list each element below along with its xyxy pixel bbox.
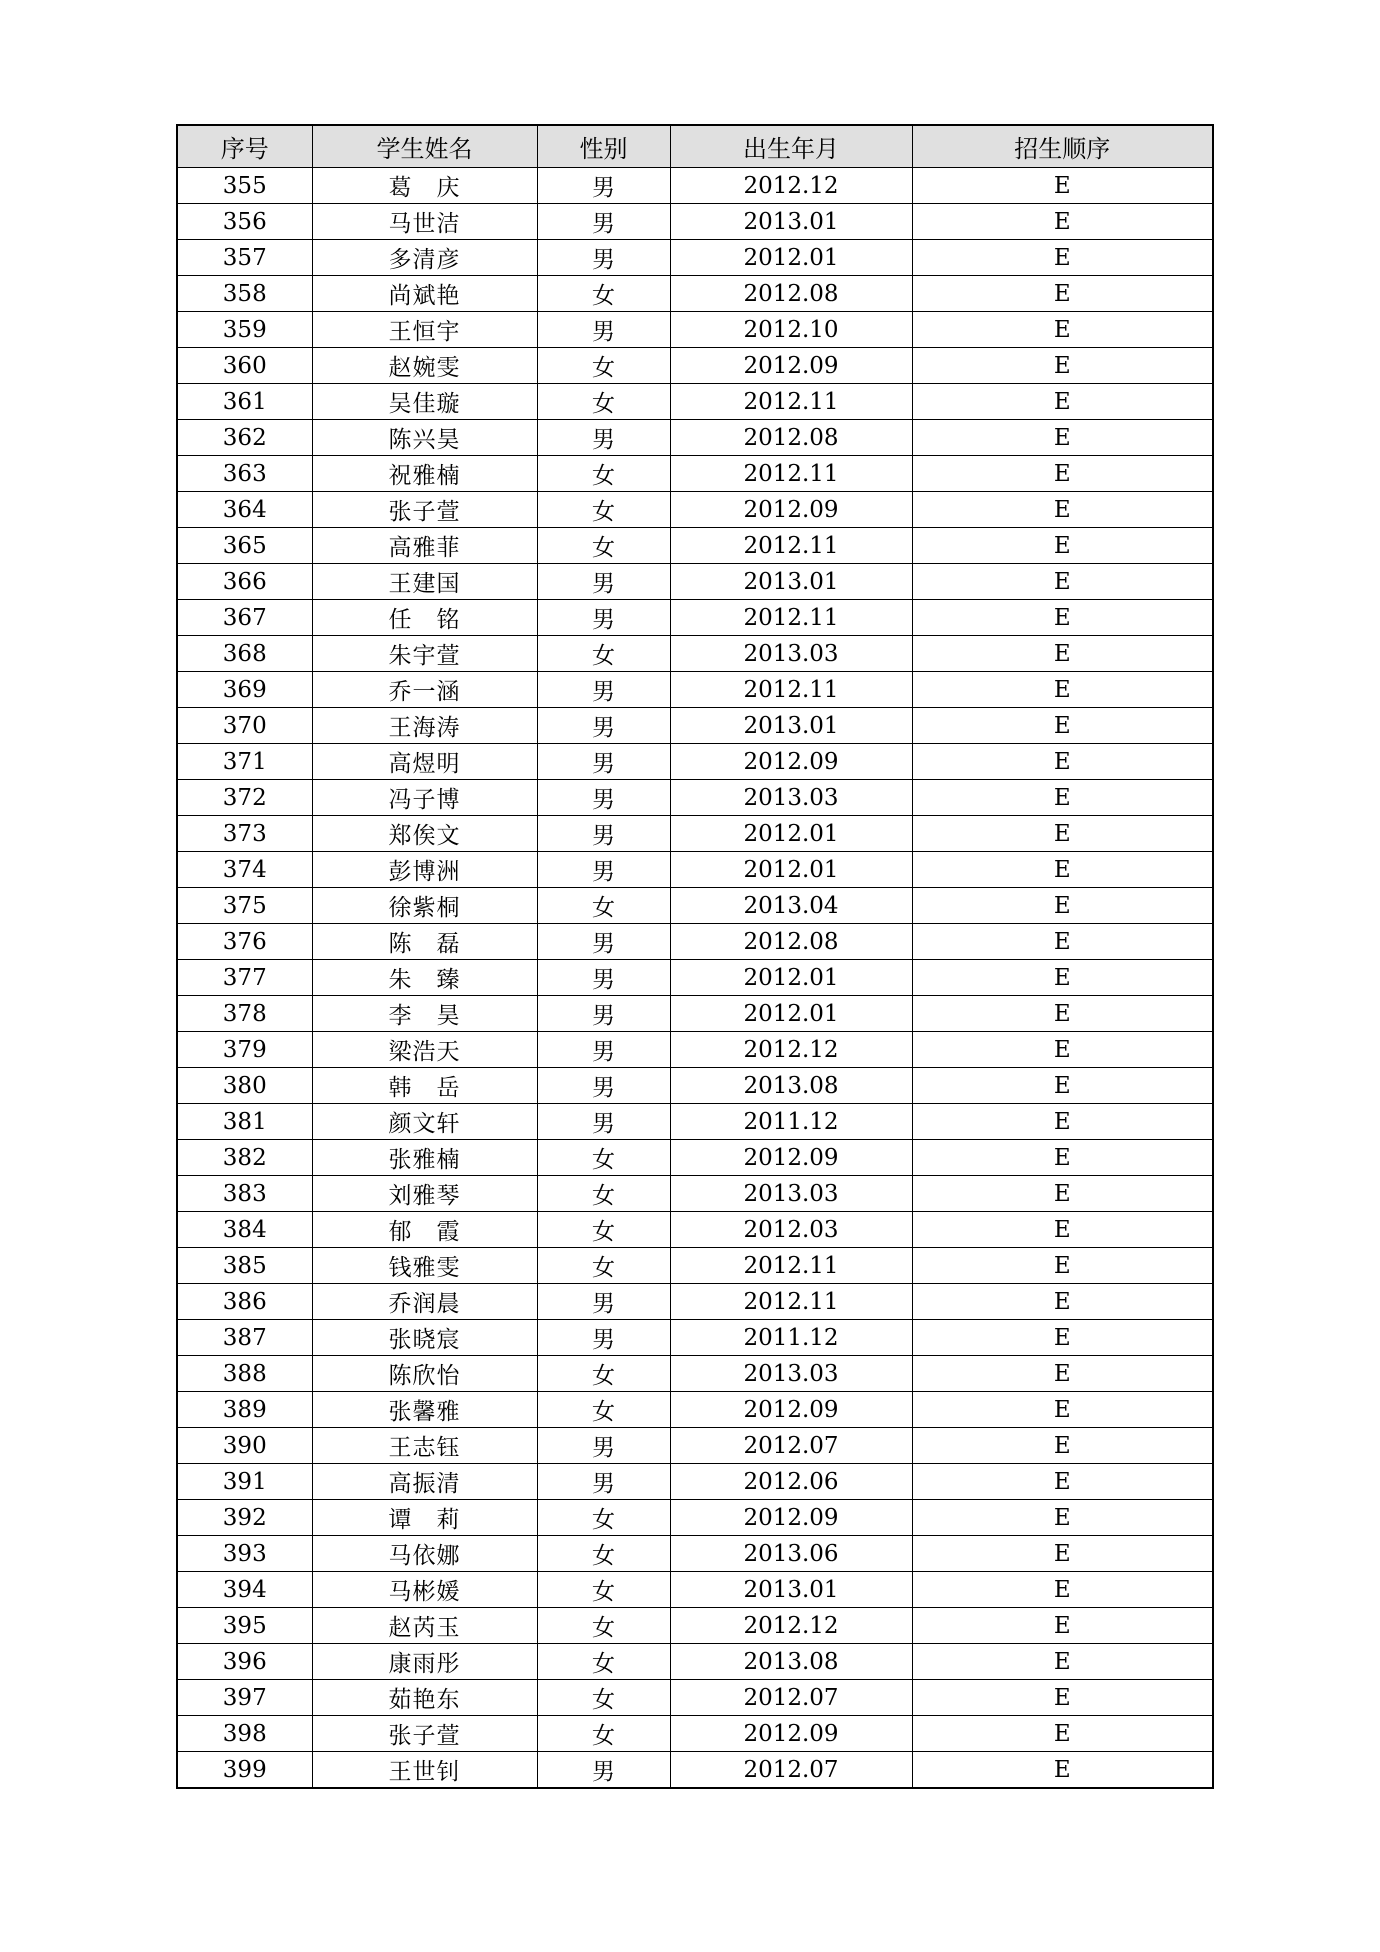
cell-birth-month: 2013.01 <box>670 564 912 600</box>
cell-birth-month: 2012.09 <box>670 1500 912 1536</box>
table-row <box>177 1176 1213 1212</box>
cell-student-name: 王志钰 <box>312 1428 537 1464</box>
table-row <box>177 708 1213 744</box>
cell-student-name: 乔润晨 <box>312 1284 537 1320</box>
cell-student-name: 多清彦 <box>312 240 537 276</box>
table-row <box>177 1752 1213 1789</box>
cell-gender: 男 <box>537 1752 670 1789</box>
cell-gender: 男 <box>537 780 670 816</box>
cell-index: 386 <box>177 1284 312 1320</box>
cell-admission-order: E <box>912 564 1213 600</box>
cell-index: 355 <box>177 168 312 204</box>
cell-birth-month: 2012.12 <box>670 1608 912 1644</box>
cell-student-name: 任 铭 <box>312 600 537 636</box>
table-row <box>177 564 1213 600</box>
header-index: 序号 <box>177 125 312 168</box>
cell-student-name: 张子萱 <box>312 1716 537 1752</box>
cell-birth-month: 2012.11 <box>670 456 912 492</box>
cell-admission-order: E <box>912 600 1213 636</box>
cell-index: 360 <box>177 348 312 384</box>
cell-student-name: 郑俟文 <box>312 816 537 852</box>
cell-index: 384 <box>177 1212 312 1248</box>
cell-birth-month: 2013.08 <box>670 1644 912 1680</box>
cell-gender: 男 <box>537 564 670 600</box>
cell-index: 389 <box>177 1392 312 1428</box>
cell-gender: 女 <box>537 1572 670 1608</box>
cell-birth-month: 2012.08 <box>670 276 912 312</box>
cell-admission-order: E <box>912 1644 1213 1680</box>
cell-student-name: 王海涛 <box>312 708 537 744</box>
header-gender: 性别 <box>537 125 670 168</box>
cell-admission-order: E <box>912 1032 1213 1068</box>
cell-admission-order: E <box>912 456 1213 492</box>
cell-index: 362 <box>177 420 312 456</box>
table-row <box>177 240 1213 276</box>
cell-admission-order: E <box>912 672 1213 708</box>
cell-gender: 女 <box>537 636 670 672</box>
cell-student-name: 尚斌艳 <box>312 276 537 312</box>
cell-gender: 男 <box>537 1284 670 1320</box>
cell-student-name: 颜文轩 <box>312 1104 537 1140</box>
cell-admission-order: E <box>912 708 1213 744</box>
cell-student-name: 高煜明 <box>312 744 537 780</box>
table-row <box>177 1680 1213 1716</box>
cell-index: 357 <box>177 240 312 276</box>
cell-admission-order: E <box>912 924 1213 960</box>
cell-student-name: 冯子博 <box>312 780 537 816</box>
table-row <box>177 492 1213 528</box>
cell-admission-order: E <box>912 528 1213 564</box>
cell-student-name: 韩 岳 <box>312 1068 537 1104</box>
cell-gender: 男 <box>537 240 670 276</box>
cell-student-name: 王世钊 <box>312 1752 537 1789</box>
cell-gender: 女 <box>537 1248 670 1284</box>
cell-gender: 女 <box>537 348 670 384</box>
table-row <box>177 672 1213 708</box>
cell-student-name: 谭 莉 <box>312 1500 537 1536</box>
cell-gender: 男 <box>537 420 670 456</box>
cell-index: 367 <box>177 600 312 636</box>
cell-gender: 男 <box>537 996 670 1032</box>
cell-index: 385 <box>177 1248 312 1284</box>
cell-gender: 男 <box>537 708 670 744</box>
cell-student-name: 陈兴昊 <box>312 420 537 456</box>
cell-student-name: 张雅楠 <box>312 1140 537 1176</box>
cell-admission-order: E <box>912 1500 1213 1536</box>
cell-birth-month: 2012.11 <box>670 384 912 420</box>
cell-student-name: 李 昊 <box>312 996 537 1032</box>
table-row <box>177 1572 1213 1608</box>
cell-index: 371 <box>177 744 312 780</box>
cell-admission-order: E <box>912 204 1213 240</box>
cell-admission-order: E <box>912 1392 1213 1428</box>
cell-gender: 女 <box>537 528 670 564</box>
table-body <box>177 168 1213 1789</box>
cell-birth-month: 2012.11 <box>670 1248 912 1284</box>
cell-index: 377 <box>177 960 312 996</box>
cell-student-name: 马依娜 <box>312 1536 537 1572</box>
table-row <box>177 780 1213 816</box>
table-row <box>177 1032 1213 1068</box>
cell-gender: 男 <box>537 204 670 240</box>
cell-birth-month: 2012.08 <box>670 924 912 960</box>
table-row <box>177 348 1213 384</box>
cell-index: 368 <box>177 636 312 672</box>
cell-index: 376 <box>177 924 312 960</box>
table-row <box>177 816 1213 852</box>
cell-student-name: 乔一涵 <box>312 672 537 708</box>
cell-birth-month: 2012.09 <box>670 1716 912 1752</box>
cell-admission-order: E <box>912 816 1213 852</box>
cell-gender: 男 <box>537 312 670 348</box>
cell-index: 387 <box>177 1320 312 1356</box>
cell-birth-month: 2012.11 <box>670 528 912 564</box>
cell-student-name: 张馨雅 <box>312 1392 537 1428</box>
cell-student-name: 王建国 <box>312 564 537 600</box>
table-row <box>177 1320 1213 1356</box>
cell-student-name: 朱宇萱 <box>312 636 537 672</box>
cell-birth-month: 2012.07 <box>670 1428 912 1464</box>
cell-birth-month: 2012.08 <box>670 420 912 456</box>
cell-birth-month: 2012.11 <box>670 672 912 708</box>
cell-gender: 男 <box>537 600 670 636</box>
cell-index: 383 <box>177 1176 312 1212</box>
cell-gender: 女 <box>537 384 670 420</box>
cell-index: 399 <box>177 1752 312 1789</box>
cell-index: 397 <box>177 1680 312 1716</box>
cell-index: 390 <box>177 1428 312 1464</box>
cell-admission-order: E <box>912 492 1213 528</box>
cell-birth-month: 2013.01 <box>670 1572 912 1608</box>
cell-admission-order: E <box>912 1572 1213 1608</box>
table-row <box>177 276 1213 312</box>
cell-student-name: 马世洁 <box>312 204 537 240</box>
table-row <box>177 1716 1213 1752</box>
cell-birth-month: 2012.09 <box>670 744 912 780</box>
cell-student-name: 茹艳东 <box>312 1680 537 1716</box>
table-row <box>177 888 1213 924</box>
cell-admission-order: E <box>912 1176 1213 1212</box>
table-row <box>177 960 1213 996</box>
table-row <box>177 384 1213 420</box>
cell-birth-month: 2013.03 <box>670 780 912 816</box>
cell-admission-order: E <box>912 996 1213 1032</box>
cell-admission-order: E <box>912 744 1213 780</box>
cell-birth-month: 2013.04 <box>670 888 912 924</box>
table-row <box>177 1284 1213 1320</box>
cell-birth-month: 2012.09 <box>670 348 912 384</box>
cell-admission-order: E <box>912 852 1213 888</box>
table-row <box>177 1140 1213 1176</box>
cell-student-name: 高雅菲 <box>312 528 537 564</box>
table-row <box>177 744 1213 780</box>
cell-student-name: 张子萱 <box>312 492 537 528</box>
cell-birth-month: 2012.09 <box>670 1140 912 1176</box>
cell-gender: 女 <box>537 1392 670 1428</box>
cell-index: 393 <box>177 1536 312 1572</box>
cell-student-name: 康雨彤 <box>312 1644 537 1680</box>
cell-index: 363 <box>177 456 312 492</box>
cell-index: 369 <box>177 672 312 708</box>
cell-birth-month: 2012.09 <box>670 492 912 528</box>
cell-gender: 女 <box>537 1356 670 1392</box>
cell-index: 370 <box>177 708 312 744</box>
cell-birth-month: 2012.01 <box>670 852 912 888</box>
cell-birth-month: 2012.06 <box>670 1464 912 1500</box>
table-row <box>177 1428 1213 1464</box>
cell-gender: 男 <box>537 924 670 960</box>
cell-student-name: 吴佳璇 <box>312 384 537 420</box>
cell-gender: 男 <box>537 1320 670 1356</box>
header-birth-month: 出生年月 <box>670 125 912 168</box>
cell-admission-order: E <box>912 348 1213 384</box>
table-row <box>177 1644 1213 1680</box>
cell-index: 375 <box>177 888 312 924</box>
cell-gender: 男 <box>537 1068 670 1104</box>
cell-index: 392 <box>177 1500 312 1536</box>
cell-admission-order: E <box>912 1752 1213 1789</box>
cell-index: 380 <box>177 1068 312 1104</box>
cell-admission-order: E <box>912 1680 1213 1716</box>
cell-admission-order: E <box>912 168 1213 204</box>
header-student-name: 学生姓名 <box>312 125 537 168</box>
cell-birth-month: 2013.01 <box>670 708 912 744</box>
cell-admission-order: E <box>912 384 1213 420</box>
student-roster-table <box>176 124 1214 1789</box>
cell-student-name: 陈 磊 <box>312 924 537 960</box>
table-row <box>177 1608 1213 1644</box>
cell-student-name: 朱 臻 <box>312 960 537 996</box>
cell-birth-month: 2011.12 <box>670 1320 912 1356</box>
cell-student-name: 马彬媛 <box>312 1572 537 1608</box>
table-row <box>177 528 1213 564</box>
cell-index: 374 <box>177 852 312 888</box>
cell-gender: 男 <box>537 960 670 996</box>
cell-gender: 女 <box>537 1608 670 1644</box>
cell-student-name: 刘雅琴 <box>312 1176 537 1212</box>
cell-birth-month: 2011.12 <box>670 1104 912 1140</box>
cell-student-name: 徐紫桐 <box>312 888 537 924</box>
cell-admission-order: E <box>912 1608 1213 1644</box>
cell-admission-order: E <box>912 240 1213 276</box>
cell-gender: 女 <box>537 1140 670 1176</box>
cell-birth-month: 2012.07 <box>670 1680 912 1716</box>
cell-admission-order: E <box>912 960 1213 996</box>
table-row <box>177 1536 1213 1572</box>
table-row <box>177 1104 1213 1140</box>
cell-birth-month: 2012.11 <box>670 600 912 636</box>
cell-index: 381 <box>177 1104 312 1140</box>
table-row <box>177 1248 1213 1284</box>
table-row <box>177 204 1213 240</box>
cell-student-name: 赵婉雯 <box>312 348 537 384</box>
cell-gender: 女 <box>537 1536 670 1572</box>
cell-birth-month: 2012.01 <box>670 240 912 276</box>
cell-index: 394 <box>177 1572 312 1608</box>
cell-birth-month: 2013.06 <box>670 1536 912 1572</box>
cell-student-name: 钱雅雯 <box>312 1248 537 1284</box>
cell-gender: 男 <box>537 1032 670 1068</box>
table-row <box>177 1356 1213 1392</box>
cell-student-name: 葛 庆 <box>312 168 537 204</box>
cell-birth-month: 2013.03 <box>670 1176 912 1212</box>
cell-gender: 女 <box>537 1500 670 1536</box>
cell-index: 364 <box>177 492 312 528</box>
cell-admission-order: E <box>912 1536 1213 1572</box>
table-row <box>177 924 1213 960</box>
cell-student-name: 梁浩天 <box>312 1032 537 1068</box>
table-row <box>177 456 1213 492</box>
table-row <box>177 1212 1213 1248</box>
cell-gender: 女 <box>537 1680 670 1716</box>
table-header <box>177 125 1213 168</box>
cell-index: 372 <box>177 780 312 816</box>
cell-birth-month: 2012.12 <box>670 168 912 204</box>
cell-gender: 男 <box>537 672 670 708</box>
cell-birth-month: 2013.03 <box>670 1356 912 1392</box>
cell-birth-month: 2013.08 <box>670 1068 912 1104</box>
cell-gender: 女 <box>537 888 670 924</box>
cell-admission-order: E <box>912 780 1213 816</box>
cell-birth-month: 2012.01 <box>670 960 912 996</box>
cell-index: 382 <box>177 1140 312 1176</box>
cell-birth-month: 2012.07 <box>670 1752 912 1789</box>
cell-student-name: 王恒宇 <box>312 312 537 348</box>
table-row <box>177 852 1213 888</box>
cell-gender: 男 <box>537 168 670 204</box>
cell-gender: 女 <box>537 1716 670 1752</box>
cell-gender: 女 <box>537 1212 670 1248</box>
cell-admission-order: E <box>912 636 1213 672</box>
table-row <box>177 1392 1213 1428</box>
cell-index: 396 <box>177 1644 312 1680</box>
cell-admission-order: E <box>912 1464 1213 1500</box>
cell-gender: 女 <box>537 276 670 312</box>
cell-index: 388 <box>177 1356 312 1392</box>
table-row <box>177 1068 1213 1104</box>
cell-admission-order: E <box>912 1320 1213 1356</box>
cell-index: 365 <box>177 528 312 564</box>
cell-student-name: 高振清 <box>312 1464 537 1500</box>
header-row <box>177 125 1213 168</box>
cell-index: 391 <box>177 1464 312 1500</box>
cell-index: 395 <box>177 1608 312 1644</box>
table-row <box>177 312 1213 348</box>
cell-student-name: 陈欣怡 <box>312 1356 537 1392</box>
cell-index: 373 <box>177 816 312 852</box>
table-row <box>177 600 1213 636</box>
cell-index: 356 <box>177 204 312 240</box>
cell-student-name: 张晓宸 <box>312 1320 537 1356</box>
cell-birth-month: 2012.09 <box>670 1392 912 1428</box>
cell-index: 378 <box>177 996 312 1032</box>
table-row <box>177 168 1213 204</box>
cell-admission-order: E <box>912 276 1213 312</box>
cell-student-name: 赵芮玉 <box>312 1608 537 1644</box>
cell-gender: 女 <box>537 1644 670 1680</box>
cell-birth-month: 2012.11 <box>670 1284 912 1320</box>
cell-index: 398 <box>177 1716 312 1752</box>
cell-admission-order: E <box>912 1356 1213 1392</box>
cell-admission-order: E <box>912 312 1213 348</box>
cell-gender: 男 <box>537 1104 670 1140</box>
cell-admission-order: E <box>912 888 1213 924</box>
table-row <box>177 1500 1213 1536</box>
table-row <box>177 996 1213 1032</box>
cell-gender: 男 <box>537 744 670 780</box>
cell-admission-order: E <box>912 1428 1213 1464</box>
header-admission-order: 招生顺序 <box>912 125 1213 168</box>
cell-student-name: 祝雅楠 <box>312 456 537 492</box>
cell-birth-month: 2013.03 <box>670 636 912 672</box>
cell-admission-order: E <box>912 1104 1213 1140</box>
cell-gender: 男 <box>537 1464 670 1500</box>
cell-birth-month: 2012.12 <box>670 1032 912 1068</box>
table-row <box>177 420 1213 456</box>
cell-admission-order: E <box>912 1068 1213 1104</box>
cell-index: 366 <box>177 564 312 600</box>
cell-birth-month: 2012.03 <box>670 1212 912 1248</box>
table-row <box>177 1464 1213 1500</box>
cell-birth-month: 2012.10 <box>670 312 912 348</box>
cell-admission-order: E <box>912 1248 1213 1284</box>
cell-gender: 男 <box>537 852 670 888</box>
cell-index: 358 <box>177 276 312 312</box>
table-row <box>177 636 1213 672</box>
cell-student-name: 彭博洲 <box>312 852 537 888</box>
cell-index: 359 <box>177 312 312 348</box>
cell-index: 379 <box>177 1032 312 1068</box>
cell-gender: 男 <box>537 1428 670 1464</box>
cell-admission-order: E <box>912 420 1213 456</box>
cell-gender: 女 <box>537 456 670 492</box>
cell-index: 361 <box>177 384 312 420</box>
cell-gender: 男 <box>537 816 670 852</box>
cell-admission-order: E <box>912 1140 1213 1176</box>
cell-gender: 女 <box>537 492 670 528</box>
cell-admission-order: E <box>912 1284 1213 1320</box>
cell-birth-month: 2012.01 <box>670 996 912 1032</box>
cell-birth-month: 2012.01 <box>670 816 912 852</box>
cell-birth-month: 2013.01 <box>670 204 912 240</box>
cell-student-name: 郁 霞 <box>312 1212 537 1248</box>
cell-gender: 女 <box>537 1176 670 1212</box>
cell-admission-order: E <box>912 1212 1213 1248</box>
cell-admission-order: E <box>912 1716 1213 1752</box>
